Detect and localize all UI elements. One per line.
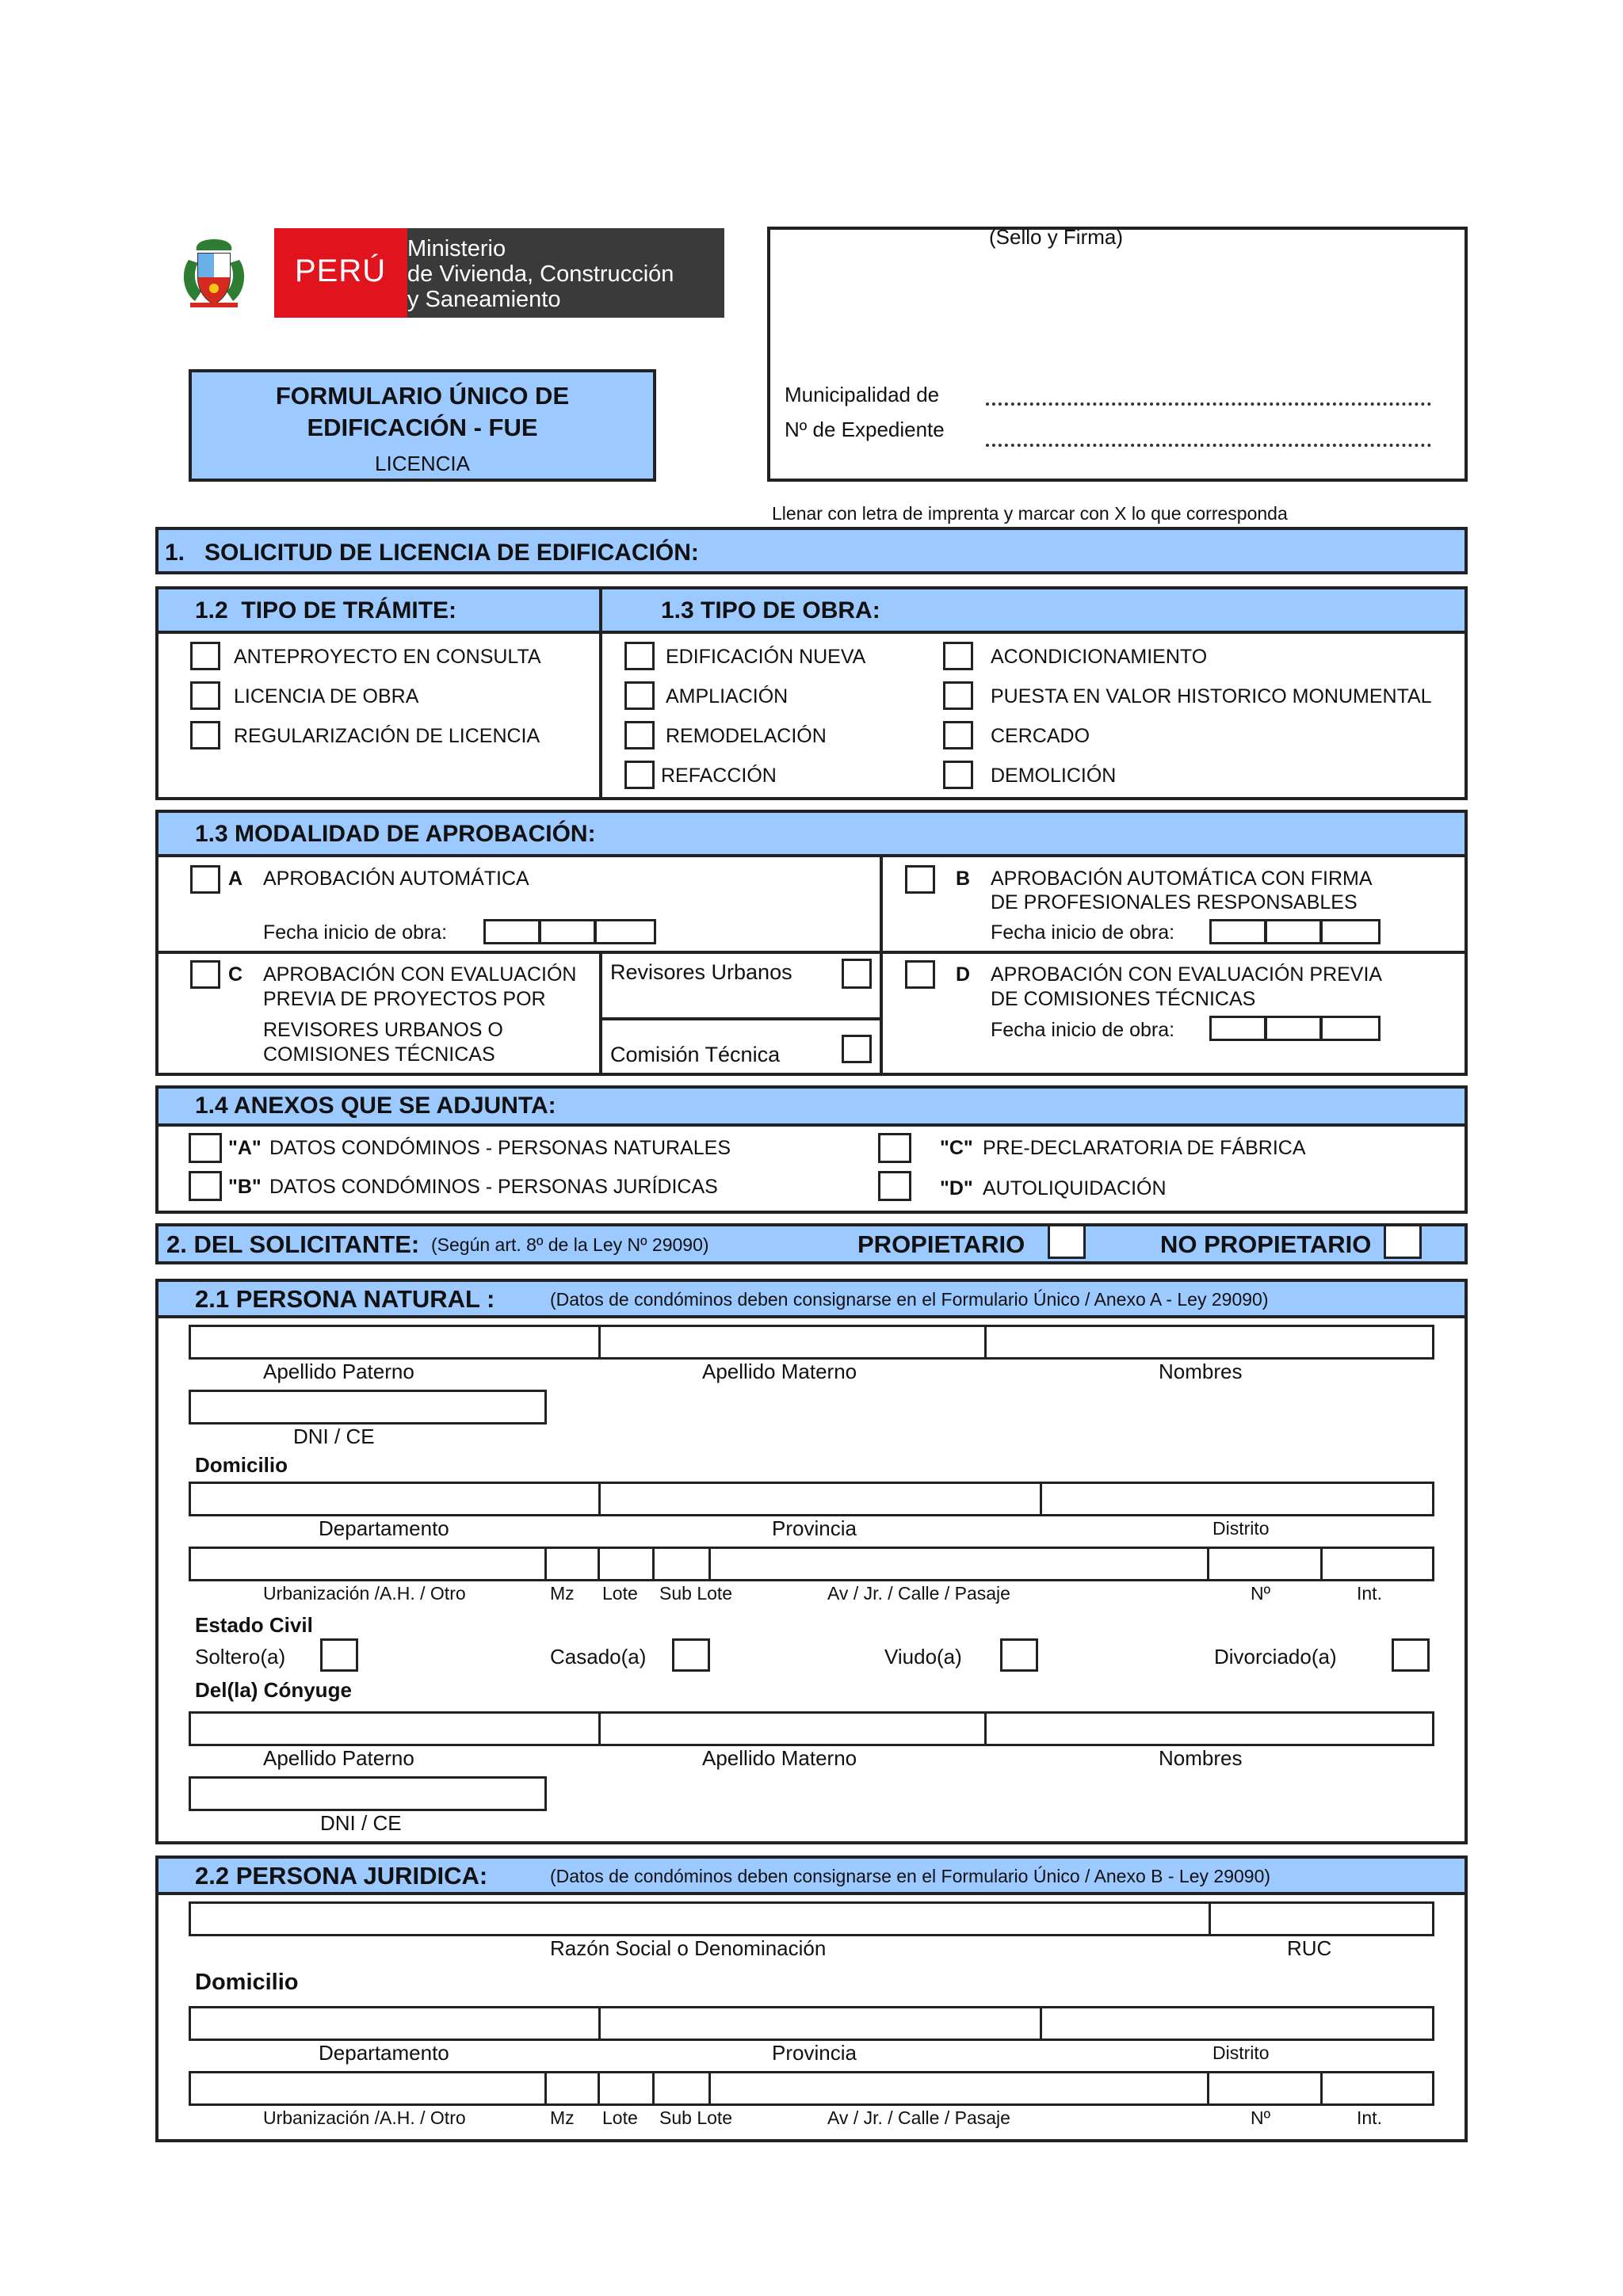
modalidad-title: 1.3 MODALIDAD DE APROBACIÓN: xyxy=(195,821,596,847)
label-juridica-mz: Mz xyxy=(550,2107,575,2128)
input-departamento[interactable] xyxy=(189,1482,601,1516)
file-number-label: Nº de Expediente xyxy=(785,418,945,441)
ministry-line-3: y Saneamiento xyxy=(407,287,561,312)
form-title-box xyxy=(189,369,656,482)
checkbox-demolicion[interactable] xyxy=(943,761,973,789)
input-sublote[interactable] xyxy=(652,1547,711,1581)
input-mz[interactable] xyxy=(544,1547,600,1581)
label-estado-civil: Estado Civil xyxy=(195,1613,313,1637)
obra-title: 1.3 TIPO DE OBRA: xyxy=(661,597,880,624)
modalidad-a-letter: A xyxy=(228,868,243,890)
input-razon-social[interactable] xyxy=(189,1901,1211,1936)
checkbox-propietario[interactable] xyxy=(1048,1224,1086,1259)
anexo-d-code: "D" xyxy=(940,1177,973,1199)
input-apellido-materno[interactable] xyxy=(598,1325,987,1360)
input-interior[interactable] xyxy=(1320,1547,1434,1581)
modalidad-b-text-2: DE PROFESIONALES RESPONSABLES xyxy=(991,891,1358,913)
ministry-line-1: Ministerio xyxy=(407,236,506,261)
label-urbanizacion: Urbanización /A.H. / Otro xyxy=(263,1583,466,1604)
checkbox-remodelacion[interactable] xyxy=(624,721,655,749)
fecha-b-month[interactable] xyxy=(1265,919,1322,944)
label-departamento: Departamento xyxy=(319,1516,449,1540)
modalidad-c-text-3: REVISORES URBANOS O xyxy=(263,1019,503,1041)
checkbox-modalidad-a[interactable] xyxy=(190,865,220,894)
input-provincia[interactable] xyxy=(598,1482,1042,1516)
modalidad-row-divider xyxy=(155,951,1468,954)
checkbox-modalidad-d[interactable] xyxy=(905,960,935,989)
modalidad-c-letter: C xyxy=(228,963,243,986)
checkbox-refaccion[interactable] xyxy=(624,761,655,789)
label-juridica-domicilio: Domicilio xyxy=(195,1970,299,1995)
comision-label: Comisión Técnica xyxy=(610,1043,781,1066)
input-conyuge-apellido-materno[interactable] xyxy=(598,1711,987,1746)
checkbox-comision[interactable] xyxy=(842,1035,872,1063)
label-juridica-via: Av / Jr. / Calle / Pasaje xyxy=(827,2107,1010,2128)
checkbox-viudo[interactable] xyxy=(1000,1638,1038,1672)
modalidad-d-text-1: APROBACIÓN CON EVALUACIÓN PREVIA xyxy=(991,963,1383,986)
label-cercado: CERCADO xyxy=(991,725,1090,747)
checkbox-anexo-a[interactable] xyxy=(189,1133,222,1163)
fecha-d-year[interactable] xyxy=(1320,1016,1381,1041)
input-distrito[interactable] xyxy=(1040,1482,1434,1516)
label-apellido-paterno: Apellido Paterno xyxy=(263,1360,414,1383)
municipality-label: Municipalidad de xyxy=(785,383,940,406)
label-juridica-numero: Nº xyxy=(1251,2107,1271,2128)
checkbox-casado[interactable] xyxy=(672,1638,710,1672)
section-1-title: 1. SOLICITUD DE LICENCIA DE EDIFICACIÓN: xyxy=(165,540,699,566)
input-urbanizacion[interactable] xyxy=(189,1547,547,1581)
municipality-field[interactable] xyxy=(986,402,1431,406)
label-acondicionamiento: ACONDICIONAMIENTO xyxy=(991,646,1208,668)
label-licencia-obra: LICENCIA DE OBRA xyxy=(234,685,419,707)
label-nombres: Nombres xyxy=(1159,1360,1243,1383)
brand-text: PERÚ xyxy=(295,254,387,288)
label-lote: Lote xyxy=(602,1583,638,1604)
persona-natural-note: (Datos de condóminos deben consignarse en el Formulario Único / Anexo A - Ley 29090) xyxy=(550,1289,1269,1310)
checkbox-cercado[interactable] xyxy=(943,721,973,749)
seal-label: (Sello y Firma) xyxy=(989,225,1124,249)
fecha-d-month[interactable] xyxy=(1265,1016,1322,1041)
label-conyuge-apellido-materno: Apellido Materno xyxy=(702,1746,857,1770)
label-juridica-interior: Int. xyxy=(1357,2107,1382,2128)
label-demolicion: DEMOLICIÓN xyxy=(991,765,1117,787)
label-casado: Casado(a) xyxy=(550,1645,647,1669)
input-numero[interactable] xyxy=(1207,1547,1323,1581)
input-juridica-interior[interactable] xyxy=(1320,2071,1434,2106)
fecha-a-month[interactable] xyxy=(539,919,596,944)
modalidad-c-text-2: PREVIA DE PROYECTOS POR xyxy=(263,988,546,1010)
checkbox-revisores[interactable] xyxy=(842,959,872,989)
section-1-header xyxy=(155,527,1468,574)
label-domicilio: Domicilio xyxy=(195,1453,288,1477)
modalidad-a-fecha-label: Fecha inicio de obra: xyxy=(263,921,448,944)
label-juridica-lote: Lote xyxy=(602,2107,638,2128)
checkbox-modalidad-c[interactable] xyxy=(190,960,220,989)
label-remodelacion: REMODELACIÓN xyxy=(666,725,827,747)
label-edificacion-nueva: EDIFICACIÓN NUEVA xyxy=(666,646,866,668)
modalidad-a-text: APROBACIÓN AUTOMÁTICA xyxy=(263,868,529,890)
anexo-a-code: "A" xyxy=(228,1137,262,1159)
checkbox-licencia-obra[interactable] xyxy=(190,681,220,710)
revisores-label: Revisores Urbanos xyxy=(610,960,792,984)
input-juridica-sublote[interactable] xyxy=(652,2071,711,2106)
instruction-text: Llenar con letra de imprenta y marcar con X lo que corresponda xyxy=(772,503,1288,524)
anexos-title: 1.4 ANEXOS QUE SE ADJUNTA: xyxy=(195,1093,556,1119)
fecha-b-day[interactable] xyxy=(1209,919,1266,944)
no-propietario-label: NO PROPIETARIO xyxy=(1160,1230,1372,1258)
label-juridica-urbanizacion: Urbanización /A.H. / Otro xyxy=(263,2107,466,2128)
form-title-line-2: EDIFICACIÓN - FUE xyxy=(307,414,538,441)
label-interior: Int. xyxy=(1357,1583,1382,1604)
label-juridica-departamento: Departamento xyxy=(319,2041,449,2065)
form-subtitle: LICENCIA xyxy=(375,452,470,475)
modalidad-b-letter: B xyxy=(956,868,971,890)
file-number-field[interactable] xyxy=(986,444,1431,447)
input-juridica-urbanizacion[interactable] xyxy=(189,2071,547,2106)
label-ampliacion: AMPLIACIÓN xyxy=(666,685,789,707)
input-lote[interactable] xyxy=(598,1547,655,1581)
anexo-b-text: DATOS CONDÓMINOS - PERSONAS JURÍDICAS xyxy=(269,1176,718,1198)
modalidad-b-text-1: APROBACIÓN AUTOMÁTICA CON FIRMA xyxy=(991,868,1373,890)
checkbox-soltero[interactable] xyxy=(320,1638,358,1672)
persona-juridica-title: 2.2 PERSONA JURIDICA: xyxy=(195,1862,488,1890)
modalidad-d-text-2: DE COMISIONES TÉCNICAS xyxy=(991,988,1256,1010)
label-refaccion: REFACCIÓN xyxy=(661,765,777,787)
tramite-title: 1.2 TIPO DE TRÁMITE: xyxy=(195,597,457,624)
label-regularizacion: REGULARIZACIÓN DE LICENCIA xyxy=(234,725,540,747)
anexo-a-text: DATOS CONDÓMINOS - PERSONAS NATURALES xyxy=(269,1137,731,1159)
modalidad-center-divider xyxy=(880,857,883,1076)
label-mz: Mz xyxy=(550,1583,575,1604)
label-conyuge-dni: DNI / CE xyxy=(320,1811,402,1835)
anexo-b-code: "B" xyxy=(228,1176,262,1198)
label-puesta-en-valor: PUESTA EN VALOR HISTORICO MONUMENTAL xyxy=(991,685,1432,707)
input-via[interactable] xyxy=(708,1547,1209,1581)
label-juridica-distrito: Distrito xyxy=(1212,2042,1270,2063)
fecha-a-year[interactable] xyxy=(594,919,656,944)
peru-brand-block xyxy=(274,228,407,318)
input-juridica-departamento[interactable] xyxy=(189,2006,601,2041)
modalidad-c-text-1: APROBACIÓN CON EVALUACIÓN xyxy=(263,963,577,986)
label-divorciado: Divorciado(a) xyxy=(1214,1645,1337,1669)
checkbox-modalidad-b[interactable] xyxy=(905,865,935,894)
label-distrito: Distrito xyxy=(1212,1518,1270,1539)
label-apellido-materno: Apellido Materno xyxy=(702,1360,857,1383)
checkbox-ampliacion[interactable] xyxy=(624,681,655,710)
label-dni: DNI / CE xyxy=(293,1425,375,1448)
ministry-block xyxy=(407,228,724,318)
modalidad-d-letter: D xyxy=(956,963,971,986)
fecha-a-day[interactable] xyxy=(483,919,540,944)
anexo-d-text: AUTOLIQUIDACIÓN xyxy=(983,1177,1167,1199)
label-conyuge-nombres: Nombres xyxy=(1159,1746,1243,1770)
ministry-line-2: de Vivienda, Construcción xyxy=(407,261,674,287)
input-ruc[interactable] xyxy=(1209,1901,1434,1936)
label-sublote: Sub Lote xyxy=(659,1583,733,1604)
persona-juridica-note: (Datos de condóminos deben consignarse en el Formulario Único / Anexo B - Ley 29090) xyxy=(550,1866,1271,1886)
input-conyuge-apellido-paterno[interactable] xyxy=(189,1711,601,1746)
fecha-d-day[interactable] xyxy=(1209,1016,1266,1041)
label-ruc: RUC xyxy=(1287,1936,1332,1960)
input-juridica-lote[interactable] xyxy=(598,2071,655,2106)
label-conyuge-apellido-paterno: Apellido Paterno xyxy=(263,1746,414,1770)
checkbox-anteproyecto[interactable] xyxy=(190,642,220,670)
input-juridica-numero[interactable] xyxy=(1207,2071,1323,2106)
fecha-b-year[interactable] xyxy=(1320,919,1381,944)
input-conyuge-dni[interactable] xyxy=(189,1776,547,1811)
label-anteproyecto: ANTEPROYECTO EN CONSULTA xyxy=(234,646,541,668)
section-1-2-divider xyxy=(599,586,602,800)
propietario-label: PROPIETARIO xyxy=(857,1230,1025,1258)
revisores-row-divider xyxy=(599,1017,881,1020)
label-juridica-sublote: Sub Lote xyxy=(659,2107,733,2128)
checkbox-edificacion-nueva[interactable] xyxy=(624,642,655,670)
checkbox-puesta-en-valor[interactable] xyxy=(943,681,973,710)
checkbox-divorciado[interactable] xyxy=(1392,1638,1430,1672)
input-apellido-paterno[interactable] xyxy=(189,1325,601,1360)
anexo-c-text: PRE-DECLARATORIA DE FÁBRICA xyxy=(983,1137,1306,1159)
input-dni[interactable] xyxy=(189,1390,547,1425)
label-via: Av / Jr. / Calle / Pasaje xyxy=(827,1583,1010,1604)
checkbox-regularizacion[interactable] xyxy=(190,721,220,749)
input-conyuge-nombres[interactable] xyxy=(984,1711,1434,1746)
label-juridica-provincia: Provincia xyxy=(772,2041,857,2065)
modalidad-d-fecha-label: Fecha inicio de obra: xyxy=(991,1019,1175,1041)
label-razon-social: Razón Social o Denominación xyxy=(550,1936,827,1960)
modalidad-c-text-4: COMISIONES TÉCNICAS xyxy=(263,1043,495,1066)
label-provincia: Provincia xyxy=(772,1516,857,1540)
form-title-line-1: FORMULARIO ÚNICO DE xyxy=(275,382,570,410)
label-viudo: Viudo(a) xyxy=(884,1645,962,1669)
section-2-note: (Según art. 8º de la Ley Nº 29090) xyxy=(431,1234,709,1255)
coat-of-arms-logo xyxy=(178,236,250,311)
section-2-title: 2. DEL SOLICITANTE: xyxy=(166,1230,420,1258)
input-nombres[interactable] xyxy=(984,1325,1434,1360)
checkbox-anexo-c[interactable] xyxy=(878,1133,911,1163)
input-juridica-mz[interactable] xyxy=(544,2071,600,2106)
revisores-divider xyxy=(599,951,602,1076)
modalidad-b-fecha-label: Fecha inicio de obra: xyxy=(991,921,1175,944)
checkbox-acondicionamiento[interactable] xyxy=(943,642,973,670)
anexo-c-code: "C" xyxy=(940,1137,973,1159)
checkbox-no-propietario[interactable] xyxy=(1384,1224,1422,1259)
persona-natural-title: 2.1 PERSONA NATURAL : xyxy=(195,1285,495,1313)
label-soltero: Soltero(a) xyxy=(195,1645,286,1669)
input-juridica-distrito[interactable] xyxy=(1040,2006,1434,2041)
input-juridica-provincia[interactable] xyxy=(598,2006,1042,2041)
input-juridica-via[interactable] xyxy=(708,2071,1209,2106)
label-conyuge: Del(la) Cónyuge xyxy=(195,1678,352,1702)
label-numero: Nº xyxy=(1251,1583,1271,1604)
checkbox-anexo-d[interactable] xyxy=(878,1171,911,1201)
checkbox-anexo-b[interactable] xyxy=(189,1171,222,1201)
